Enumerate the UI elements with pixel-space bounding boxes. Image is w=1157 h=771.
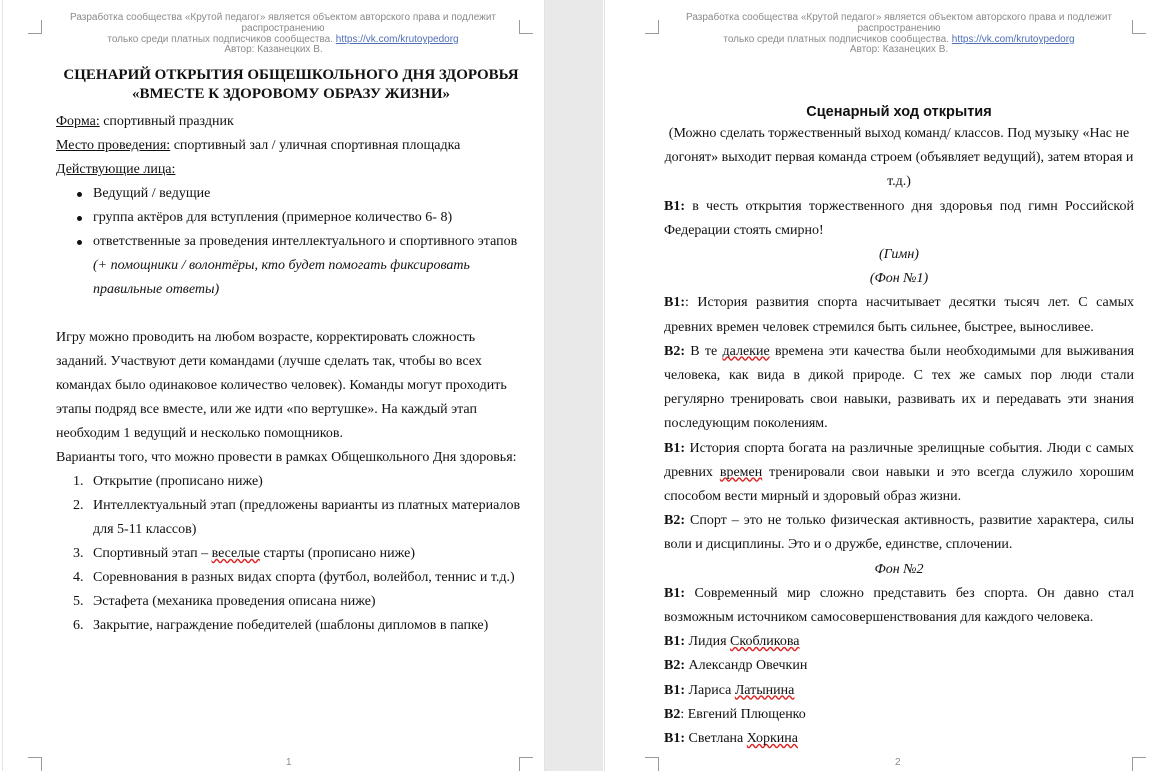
page-1-body bbox=[56, 66, 526, 638]
document-page-1 bbox=[2, 0, 545, 771]
item-number: 1. bbox=[73, 474, 84, 489]
list-item-text: ответственные за проведения интеллектуального и спортивного этапов bbox=[93, 234, 518, 249]
name-text: Лидия bbox=[685, 634, 731, 650]
header-line-2-text: только среди платных подписчиков сообщества. bbox=[107, 34, 336, 45]
list-item bbox=[56, 590, 526, 614]
place-value: спортивный зал / уличная спортивная площадка bbox=[170, 138, 461, 153]
page-number: 1 bbox=[286, 757, 292, 768]
paragraph-text: В те bbox=[685, 343, 723, 359]
page-number: 2 bbox=[895, 757, 901, 768]
list-item bbox=[56, 182, 526, 206]
crop-mark bbox=[1132, 757, 1146, 771]
item-text: Спортивный этап – bbox=[93, 546, 212, 561]
spellcheck-word: Хоркина bbox=[746, 731, 798, 747]
paragraph bbox=[664, 437, 1134, 510]
list-item-text: Ведущий / ведущие bbox=[93, 186, 211, 201]
form-label: Форма: bbox=[56, 114, 100, 129]
paragraph-text: тренировали свои навыки и это всегда служило хорошим способом вести мирный и здоровый образ жизни. bbox=[664, 464, 1134, 505]
crop-mark bbox=[28, 757, 42, 771]
crop-mark bbox=[645, 757, 659, 771]
options-list bbox=[56, 470, 526, 638]
item-text: Интеллектуальный этап (предложены варианты из платных материалов для 5-11 классов) bbox=[93, 498, 521, 537]
header-link[interactable]: https://vk.com/krutoypedorg bbox=[335, 34, 459, 45]
document-title bbox=[56, 66, 526, 104]
list-item bbox=[56, 566, 526, 590]
spellcheck-word: веселые bbox=[211, 546, 260, 561]
intro-line: заданий. Участвуют дети командами (лучше сделать так, чтобы во всех bbox=[56, 354, 482, 369]
document-page-2 bbox=[604, 0, 1157, 771]
fon-note: Фон №2 bbox=[874, 561, 924, 577]
page-gap bbox=[544, 0, 603, 771]
persons-line bbox=[56, 158, 526, 182]
name-text: Лариса bbox=[685, 682, 735, 698]
header-line-2-text: только среди платных подписчиков сообщества. bbox=[723, 34, 952, 45]
item-number: 5. bbox=[73, 594, 84, 609]
name-text: Александр Овечкин bbox=[685, 658, 808, 674]
header-link[interactable]: https://vk.com/krutoypedorg bbox=[951, 34, 1075, 45]
list-item bbox=[56, 614, 526, 638]
author-line: Автор: Казанецких В. bbox=[849, 44, 949, 55]
page-header bbox=[649, 12, 1149, 45]
paragraph-text: : История развития спорта насчитывает десятки тысяч лет. С самых древних времен человек стремился быть сильнее, быстрее, выносливее. bbox=[664, 295, 1134, 335]
form-value: спортивный праздник bbox=[99, 114, 234, 129]
paragraph-text: Современный мир сложно представить без спорта. Он давно стал возможным источником самосовершенствования для каждого человека. bbox=[664, 585, 1134, 626]
speaker-label: В2: bbox=[664, 343, 685, 359]
paragraph-text: времена эти качества были необходимыми для выживания человека, как вида в дикой природе. С тех же самых пор люди стали регулярно тренировать свои навыки, развивать их и передавать эти знания последующим поколениям. bbox=[664, 343, 1135, 432]
header-line-1: Разработка сообщества «Крутой педагог» является объектом авторского права и подлежит распространению bbox=[685, 12, 1112, 34]
name-line bbox=[664, 654, 1134, 678]
item-text: старты (прописано ниже) bbox=[259, 546, 416, 561]
persons-note: (+ помощники / волонтёры, кто будет помогать фиксировать правильные ответы) bbox=[93, 258, 470, 297]
intro-paragraph: (Можно сделать торжественный выход команд/ классов. Под музыку «Нас не догонят» выходит первая команда строем (объявляет ведущий), затем вторая и т.д.) bbox=[664, 126, 1134, 190]
item-number: 3. bbox=[73, 546, 84, 561]
title-line-1: СЦЕНАРИЙ ОТКРЫТИЯ ОБЩЕШКОЛЬНОГО ДНЯ ЗДОРОВЬЯ bbox=[63, 67, 519, 83]
paragraph-text: Спорт – это не только физическая активность, развитие характера, силы воли и дисциплины. Это и о дружбе, единстве, сплочении. bbox=[664, 513, 1134, 553]
speaker-label: В1: bbox=[664, 440, 685, 456]
list-item bbox=[56, 230, 526, 302]
paragraph bbox=[664, 582, 1134, 630]
list-item bbox=[56, 542, 526, 566]
speaker-label: В1: bbox=[664, 731, 685, 747]
author-line: Автор: Казанецких В. bbox=[224, 44, 323, 55]
paragraph bbox=[664, 195, 1134, 243]
paragraph bbox=[664, 291, 1134, 339]
speaker-label: В2: bbox=[664, 513, 685, 529]
spellcheck-word: далекие bbox=[722, 343, 770, 359]
speaker-label: В1: bbox=[664, 682, 685, 698]
name-text: : Евгений Плющенко bbox=[680, 706, 806, 722]
list-item bbox=[56, 494, 526, 542]
form-line bbox=[56, 110, 526, 134]
page-2-body bbox=[664, 102, 1134, 751]
intro-line: Варианты того, что можно провести в рамках Общешкольного Дня здоровья: bbox=[56, 450, 517, 465]
speaker-label: В1: bbox=[664, 634, 685, 650]
item-text: Закрытие, награждение победителей (шаблоны дипломов в папке) bbox=[93, 618, 489, 633]
fon-note: (Фон №1) bbox=[869, 271, 929, 287]
place-label: Место проведения: bbox=[56, 138, 171, 153]
intro-line: Игру можно проводить на любом возрасте, корректировать сложность bbox=[56, 330, 476, 345]
crop-mark bbox=[519, 757, 533, 771]
list-item-text: группа актёров для вступления (примерное количество 6- 8) bbox=[93, 210, 453, 225]
spellcheck-word: Латынина bbox=[734, 682, 795, 698]
speaker-label: В1: bbox=[664, 585, 685, 601]
speaker-label: В2: bbox=[664, 658, 685, 674]
speaker-label: В2 bbox=[664, 706, 681, 722]
list-item bbox=[56, 470, 526, 494]
item-text: Открытие (прописано ниже) bbox=[93, 474, 263, 489]
intro-line: этапы подряд все вместе, или же идти «по вертушке». На каждый этап bbox=[56, 402, 477, 417]
spellcheck-word: времен bbox=[719, 464, 763, 480]
name-line bbox=[664, 630, 1134, 654]
list-item bbox=[56, 206, 526, 230]
name-line bbox=[664, 703, 1134, 727]
spacer bbox=[56, 302, 526, 326]
paragraph-text: История спорта богата на различные зрелищные события. Люди с самых древних bbox=[664, 440, 1134, 480]
item-number: 6. bbox=[73, 618, 84, 633]
name-line bbox=[664, 679, 1134, 703]
spellcheck-word: Скобликова bbox=[730, 634, 800, 650]
hymn-note: (Гимн) bbox=[879, 247, 919, 263]
item-number: 2. bbox=[73, 498, 84, 513]
paragraph-text: в честь открытия торжественного дня здоровья под гимн Российской Федерации стоять смирно! bbox=[664, 198, 1134, 238]
paragraph bbox=[664, 340, 1134, 437]
header-line-1: Разработка сообщества «Крутой педагог» является объектом авторского права и подлежит распространению bbox=[69, 12, 496, 34]
item-text: Эстафета (механика проведения описана ниже) bbox=[93, 594, 376, 609]
speaker-label: В1: bbox=[664, 198, 685, 214]
intro-line: необходим 1 ведущий и несколько помощников. bbox=[56, 426, 343, 441]
persons-list bbox=[56, 182, 526, 302]
place-line bbox=[56, 134, 526, 158]
item-number: 4. bbox=[73, 570, 84, 585]
name-line bbox=[664, 727, 1134, 751]
intro-line: командах было одинаковое количество человек). Команды могут проходить bbox=[56, 378, 507, 393]
paragraph bbox=[664, 509, 1134, 557]
section-heading: Сценарный ход открытия bbox=[806, 104, 992, 120]
persons-label: Действующие лица: bbox=[56, 162, 176, 177]
title-line-2: «ВМЕСТЕ К ЗДОРОВОМУ ОБРАЗУ ЖИЗНИ» bbox=[131, 86, 451, 102]
page-header bbox=[33, 12, 533, 45]
speaker-label: В1: bbox=[664, 295, 685, 311]
item-text: Соревнования в разных видах спорта (футбол, волейбол, теннис и т.д.) bbox=[93, 570, 515, 585]
name-text: Светлана bbox=[685, 731, 747, 747]
